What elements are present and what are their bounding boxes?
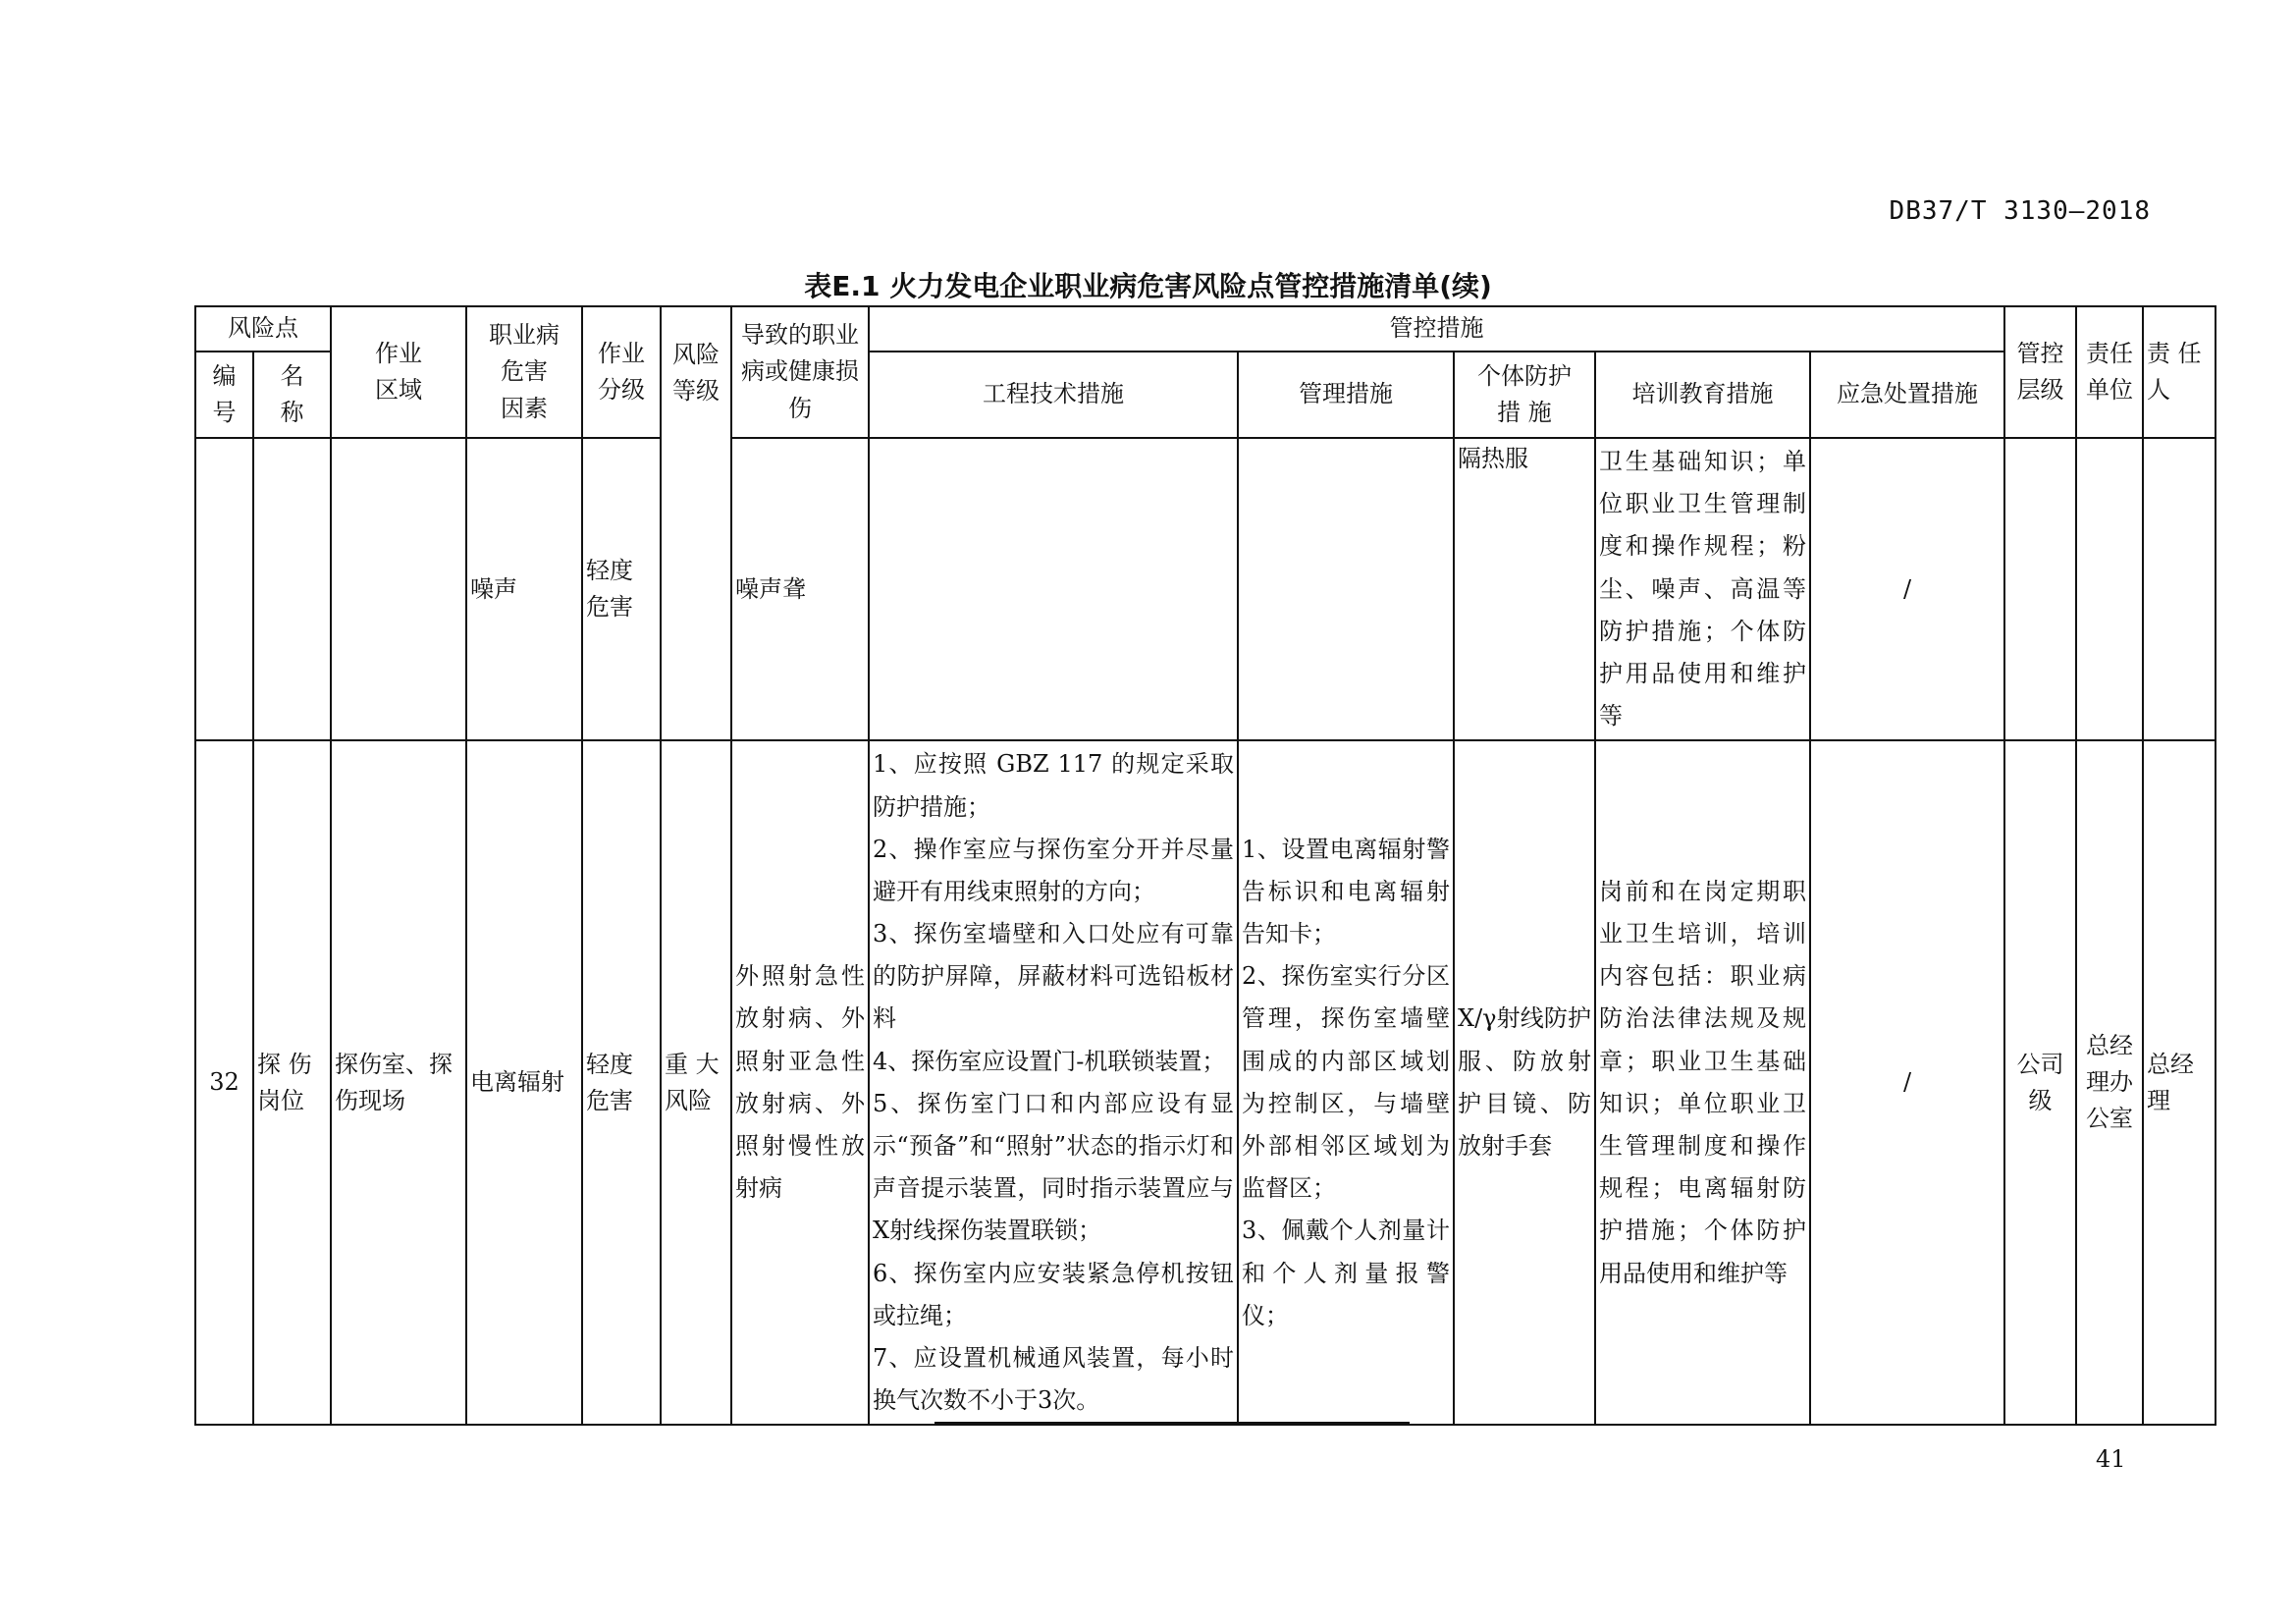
cell-emergency: /: [1810, 740, 2004, 1425]
header-work-area: 作业 区域: [331, 306, 466, 438]
header-row-1: [195, 306, 2216, 352]
cell-engineering: 1、应按照 GBZ 117 的规定采取防护措施； 2、操作室应与探伤室分开并尽量避开有用线束照射的方向； 3、探伤室墙壁和入口处应有可靠的防护屏障，屏蔽材料可选铅板材料 4、探伤室应设置门-机联锁装置； 5、探伤室门口和内部应设有显示“预备”和“照射”状态的指示灯和声音提示装置，同时指示装置应与X射线探伤装置联锁； 6、探伤室内应安装紧急停机按钮或拉绳； 7、应设置机械通风装置，每小时换气次数不小于3次。: [869, 740, 1238, 1425]
header-work-grade: 作业 分级: [582, 306, 661, 438]
cell-resp-unit: 总经 理办 公室: [2076, 740, 2143, 1425]
table-title: 表E.1 火力发电企业职业病危害风险点管控措施清单(续): [804, 270, 1492, 302]
header-management: 管理措施: [1238, 352, 1454, 438]
header-disease: 导致的职业 病或健康损 伤: [731, 306, 869, 438]
header-risk-point: 风险点: [195, 306, 331, 352]
header-hazard-factor: 职业病 危害 因素: [466, 306, 582, 438]
cell-control-level: [2004, 438, 2076, 740]
header-resp-person: 责 任 人: [2143, 306, 2216, 438]
cell-number: [195, 438, 253, 740]
header-name: 名 称: [253, 352, 331, 438]
cell-resp-person: 总经理: [2143, 740, 2216, 1425]
cell-engineering: [869, 438, 1238, 740]
cell-training: 卫生基础知识；单位职业卫生管理制度和操作规程；粉尘、噪声、高温等防护措施；个体防护用品使用和维护等: [1595, 438, 1810, 740]
cell-management: [1238, 438, 1454, 740]
page-number: 41: [2096, 1445, 2126, 1473]
risk-control-table: [194, 305, 2216, 1426]
cell-hazard-factor: 噪声: [466, 438, 582, 740]
cell-name: [253, 438, 331, 740]
header-training: 培训教育措施: [1595, 352, 1810, 438]
cell-management: 1、设置电离辐射警告标识和电离辐射告知卡； 2、探伤室实行分区管理，探伤室墙壁围成的内部区域划为控制区，与墙壁外部相邻区域划为监督区； 3、佩戴个人剂量计和个人剂量报警仪；: [1238, 740, 1454, 1425]
header-engineering: 工程技术措施: [869, 352, 1238, 438]
footer-divider: [934, 1422, 1410, 1424]
cell-disease: 外照射急性放射病、外照射亚急性放射病、外照射慢性放射病: [731, 740, 869, 1425]
header-emergency: 应急处置措施: [1810, 352, 2004, 438]
table-row: [195, 740, 2216, 1425]
cell-work-area: [331, 438, 466, 740]
cell-disease: 噪声聋: [731, 438, 869, 740]
header-risk-level: 风险 等级: [661, 306, 731, 740]
document-code: DB37/T 3130—2018: [1889, 196, 2151, 226]
cell-number: 32: [195, 740, 253, 1425]
cell-name: 探 伤 岗位: [253, 740, 331, 1425]
header-number: 编 号: [195, 352, 253, 438]
cell-emergency: /: [1810, 438, 2004, 740]
cell-control-level: 公司 级: [2004, 740, 2076, 1425]
cell-work-grade: 轻度 危害: [582, 438, 661, 740]
cell-work-grade: 轻度 危害: [582, 740, 661, 1425]
header-control-measures: 管控措施: [869, 306, 2004, 352]
cell-resp-person: [2143, 438, 2216, 740]
cell-risk-level: 重 大 风险: [661, 740, 731, 1425]
header-resp-unit: 责任 单位: [2076, 306, 2143, 438]
cell-hazard-factor: 电离辐射: [466, 740, 582, 1425]
header-control-level: 管控 层级: [2004, 306, 2076, 438]
cell-resp-unit: [2076, 438, 2143, 740]
cell-work-area: 探伤室、探 伤现场: [331, 740, 466, 1425]
header-ppe: 个体防护 措 施: [1454, 352, 1595, 438]
cell-ppe: X/γ射线防护服、防放射护目镜、防放射手套: [1454, 740, 1595, 1425]
cell-training: 岗前和在岗定期职业卫生培训，培训内容包括：职业病防治法律法规及规章；职业卫生基础知识；单位职业卫生管理制度和操作规程；电离辐射防护措施；个体防护用品使用和维护等: [1595, 740, 1810, 1425]
cell-ppe: 隔热服: [1454, 438, 1595, 740]
table-row: [195, 438, 2216, 740]
